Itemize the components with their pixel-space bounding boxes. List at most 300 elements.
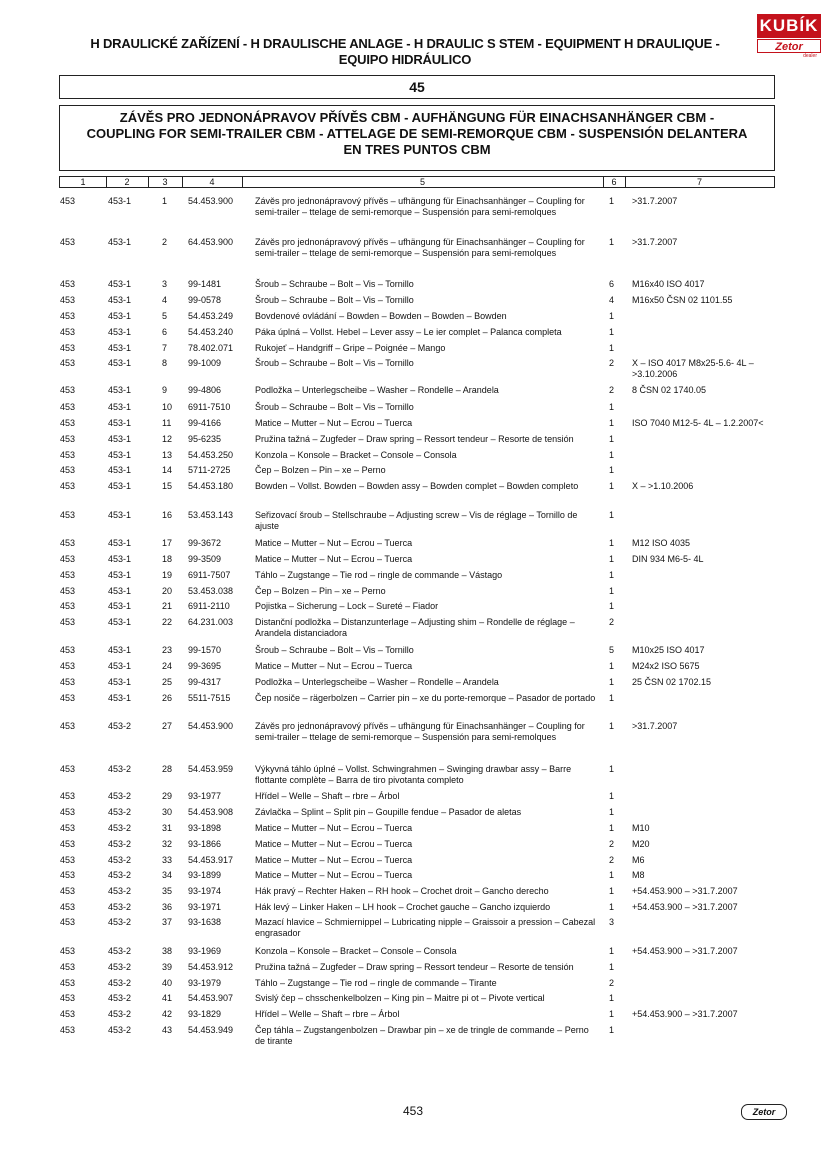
cell-c6: 2: [609, 839, 615, 849]
cell-c7: M8: [632, 870, 645, 880]
cell-c7: +54.453.900 – >31.7.2007: [632, 1009, 738, 1019]
cell-c3: 13: [162, 450, 173, 460]
cell-c5: Pružina tažná – Zugfeder – Draw spring – Ressort tendeur – Resorte de tensión: [255, 962, 574, 972]
col-header-1: 1: [60, 177, 107, 187]
cell-c3: 39: [162, 962, 173, 972]
cell-c4: 93-1971: [188, 902, 222, 912]
cell-c2: 453-1: [108, 196, 132, 206]
cell-c5: Mazací hlavice – Schmiernippel – Lubricating nipple – Graissoir a pression – Cabezal engrasador: [255, 917, 596, 938]
cell-c2: 453-1: [108, 677, 132, 687]
logo-tag: dealer: [803, 53, 817, 59]
cell-c6: 1: [609, 465, 615, 475]
cell-c1: 453: [60, 807, 76, 817]
cell-c1: 453: [60, 538, 76, 548]
cell-c4: 54.453.907: [188, 993, 234, 1003]
cell-c2: 453-2: [108, 917, 132, 927]
cell-c2: 453-1: [108, 554, 132, 564]
cell-c3: 10: [162, 402, 173, 412]
cell-c3: 17: [162, 538, 173, 548]
cell-c1: 453: [60, 677, 76, 687]
cell-c2: 453-1: [108, 358, 132, 368]
cell-c7: M6: [632, 855, 645, 865]
cell-c6: 1: [609, 538, 615, 548]
cell-c5: Matice – Mutter – Nut – Ecrou – Tuerca: [255, 823, 413, 833]
cell-c2: 453-1: [108, 385, 132, 395]
cell-c3: 43: [162, 1025, 173, 1035]
cell-c5: Matice – Mutter – Nut – Ecrou – Tuerca: [255, 855, 413, 865]
cell-c5: Táhlo – Zugstange – Tie rod – ringle de commande – Tirante: [255, 978, 497, 988]
cell-c3: 29: [162, 791, 173, 801]
cell-c4: 54.453.908: [188, 807, 234, 817]
cell-c1: 453: [60, 196, 76, 206]
cell-c5: Čep táhla – Zugstangenbolzen – Drawbar pin – xe de tringle de commande – Perno de tirante: [255, 1025, 589, 1046]
cell-c5: Bovdenové ovládání – Bowden – Bowden – Bowden – Bowden: [255, 311, 507, 321]
column-header: [59, 176, 775, 188]
cell-c7: M24x2 ISO 5675: [632, 661, 700, 671]
page-number: 453: [403, 1104, 424, 1118]
cell-c7: +54.453.900 – >31.7.2007: [632, 946, 738, 956]
section-title: [59, 105, 775, 171]
cell-c1: 453: [60, 570, 76, 580]
cell-c5: Šroub – Schraube – Bolt – Vis – Tornillo: [255, 645, 414, 655]
cell-c6: 2: [609, 855, 615, 865]
cell-c6: 1: [609, 510, 615, 520]
cell-c5: Závěs pro jednonápravový přívěs – ufhängung für Einachsanhänger – Coupling for semi-trailer – ttelage de semi-remorque – Suspensión para semi-remolques: [255, 721, 585, 742]
cell-c3: 30: [162, 807, 173, 817]
cell-c2: 453-2: [108, 855, 132, 865]
cell-c7: DIN 934 M6-5- 4L: [632, 554, 704, 564]
cell-c4: 5511-7515: [188, 693, 231, 703]
cell-c7: M12 ISO 4035: [632, 538, 691, 548]
cell-c3: 7: [162, 343, 168, 353]
cell-c5: Podložka – Unterlegscheibe – Washer – Rondelle – Arandela: [255, 677, 499, 687]
cell-c3: 9: [162, 385, 168, 395]
cell-c6: 6: [609, 279, 615, 289]
cell-c1: 453: [60, 295, 76, 305]
cell-c5: Konzola – Konsole – Bracket – Console – Consola: [255, 450, 457, 460]
cell-c6: 1: [609, 721, 615, 731]
cell-c2: 453-1: [108, 311, 132, 321]
cell-c6: 1: [609, 946, 615, 956]
cell-c6: 2: [609, 358, 615, 368]
cell-c6: 1: [609, 993, 615, 1003]
cell-c3: 24: [162, 661, 173, 671]
cell-c4: 54.453.900: [188, 721, 234, 731]
cell-c3: 18: [162, 554, 173, 564]
cell-c5: Matice – Mutter – Nut – Ecrou – Tuerca: [255, 661, 413, 671]
cell-c5: Hák levý – Linker Haken – LH hook – Crochet gauche – Gancho izquierdo: [255, 902, 551, 912]
cell-c1: 453: [60, 434, 76, 444]
cell-c4: 54.453.949: [188, 1025, 234, 1035]
cell-c2: 453-1: [108, 570, 132, 580]
cell-c4: 54.453.240: [188, 327, 234, 337]
cell-c7: ISO 7040 M12-5- 4L – 1.2.2007<: [632, 418, 764, 428]
cell-c5: Svislý čep – chsschenkelbolzen – King pin – Maitre pi ot – Pivote vertical: [255, 993, 545, 1003]
cell-c5: Konzola – Konsole – Bracket – Console – Consola: [255, 946, 457, 956]
cell-c7: M10x25 ISO 4017: [632, 645, 705, 655]
cell-c2: 453-1: [108, 693, 132, 703]
cell-c3: 25: [162, 677, 173, 687]
cell-c2: 453-1: [108, 510, 132, 520]
cell-c4: 54.453.249: [188, 311, 234, 321]
cell-c2: 453-2: [108, 1009, 132, 1019]
cell-c1: 453: [60, 617, 76, 627]
cell-c1: 453: [60, 385, 76, 395]
cell-c4: 99-4317: [188, 677, 222, 687]
page-header: [40, 36, 770, 68]
cell-c3: 16: [162, 510, 173, 520]
cell-c4: 93-1829: [188, 1009, 222, 1019]
cell-c6: 1: [609, 791, 615, 801]
cell-c2: 453-2: [108, 978, 132, 988]
cell-c4: 53.453.038: [188, 586, 234, 596]
cell-c4: 99-0578: [188, 295, 222, 305]
cell-c7: M16x50 ČSN 02 1101.55: [632, 295, 733, 305]
cell-c6: 1: [609, 764, 615, 774]
cell-c3: 3: [162, 279, 168, 289]
cell-c6: 1: [609, 418, 615, 428]
cell-c1: 453: [60, 510, 76, 520]
cell-c7: X – ISO 4017 M8x25-5.6- 4L – >3.10.2006: [632, 358, 754, 379]
cell-c2: 453-1: [108, 661, 132, 671]
cell-c6: 2: [609, 978, 615, 988]
cell-c2: 453-1: [108, 538, 132, 548]
cell-c5: Matice – Mutter – Nut – Ecrou – Tuerca: [255, 839, 413, 849]
cell-c5: Závlačka – Splint – Split pin – Goupille fendue – Pasador de aletas: [255, 807, 522, 817]
header-line2: EQUIPO HIDRÁULICO: [338, 52, 472, 67]
cell-c1: 453: [60, 661, 76, 671]
cell-c5: Rukojeť – Handgriff – Gripe – Poignée – Mango: [255, 343, 446, 353]
cell-c1: 453: [60, 839, 76, 849]
cell-c5: Závěs pro jednonápravový přívěs – ufhängung für Einachsanhänger – Coupling for semi-trailer – ttelage de semi-remorque – Suspensión para semi-remolques: [255, 196, 585, 217]
cell-c5: Bowden – Vollst. Bowden – Bowden assy – Bowden complet – Bowden completo: [255, 481, 579, 491]
cell-c6: 1: [609, 327, 615, 337]
cell-c1: 453: [60, 481, 76, 491]
cell-c6: 1: [609, 677, 615, 687]
cell-c2: 453-1: [108, 481, 132, 491]
logo-top: KUBÍK: [757, 14, 821, 38]
cell-c5: Podložka – Unterlegscheibe – Washer – Rondelle – Arandela: [255, 385, 499, 395]
cell-c1: 453: [60, 693, 76, 703]
cell-c1: 453: [60, 327, 76, 337]
cell-c1: 453: [60, 855, 76, 865]
section-number: 45: [59, 75, 775, 99]
cell-c4: 54.453.900: [188, 196, 234, 206]
cell-c2: 453-2: [108, 807, 132, 817]
cell-c5: Šroub – Schraube – Bolt – Vis – Tornillo: [255, 358, 414, 368]
cell-c1: 453: [60, 823, 76, 833]
cell-c7: 8 ČSN 02 1740.05: [632, 385, 707, 395]
cell-c2: 453-2: [108, 962, 132, 972]
cell-c2: 453-1: [108, 434, 132, 444]
cell-c6: 1: [609, 1009, 615, 1019]
cell-c5: Výkyvná táhlo úplné – Vollst. Schwingrahmen – Swinging drawbar assy – Barre flottante complète – Barra de tiro pivotanta completo: [255, 764, 572, 785]
cell-c5: Páka úplná – Vollst. Hebel – Lever assy – Le ier complet – Palanca completa: [255, 327, 562, 337]
cell-c1: 453: [60, 358, 76, 368]
cell-c4: 99-3509: [188, 554, 222, 564]
cell-c6: 2: [609, 617, 615, 627]
cell-c5: Šroub – Schraube – Bolt – Vis – Tornillo: [255, 295, 414, 305]
cell-c4: 78.402.071: [188, 343, 234, 353]
cell-c4: 93-1977: [188, 791, 222, 801]
cell-c4: 99-1570: [188, 645, 222, 655]
cell-c6: 1: [609, 807, 615, 817]
cell-c1: 453: [60, 311, 76, 321]
cell-c5: Seřizovací šroub – Stellschraube – Adjusting screw – Vis de réglage – Tornillo de ajuste: [255, 510, 578, 531]
cell-c1: 453: [60, 902, 76, 912]
cell-c6: 1: [609, 661, 615, 671]
col-header-7: 7: [696, 177, 702, 187]
cell-c3: 1: [162, 196, 168, 206]
cell-c2: 453-1: [108, 418, 132, 428]
cell-c3: 11: [162, 418, 172, 428]
cell-c3: 28: [162, 764, 173, 774]
cell-c5: Hák pravý – Rechter Haken – RH hook – Crochet droit – Gancho derecho: [255, 886, 549, 896]
cell-c1: 453: [60, 917, 76, 927]
cell-c5: Matice – Mutter – Nut – Ecrou – Tuerca: [255, 418, 413, 428]
cell-c2: 453-1: [108, 237, 132, 247]
cell-c1: 453: [60, 946, 76, 956]
cell-c5: Šroub – Schraube – Bolt – Vis – Tornillo: [255, 402, 414, 412]
cell-c5: Čep – Bolzen – Pin – xe – Perno: [255, 586, 386, 596]
cell-c4: 6911-7510: [188, 402, 231, 412]
cell-c2: 453-2: [108, 886, 132, 896]
cell-c6: 1: [609, 402, 615, 412]
cell-c3: 21: [162, 601, 173, 611]
cell-c2: 453-2: [108, 1025, 132, 1035]
cell-c5: Matice – Mutter – Nut – Ecrou – Tuerca: [255, 538, 413, 548]
cell-c5: Matice – Mutter – Nut – Ecrou – Tuerca: [255, 870, 413, 880]
cell-c6: 1: [609, 693, 615, 703]
cell-c1: 453: [60, 886, 76, 896]
cell-c2: 453-2: [108, 721, 132, 731]
cell-c4: 93-1974: [188, 886, 222, 896]
col-header-4: 4: [182, 177, 243, 187]
cell-c2: 453-1: [108, 465, 132, 475]
cell-c6: 3: [609, 917, 615, 927]
logo-bottom: Zetor: [757, 39, 821, 53]
cell-c6: 1: [609, 196, 615, 206]
cell-c3: 14: [162, 465, 173, 475]
col-header-5: 5: [242, 177, 604, 187]
cell-c6: 4: [609, 295, 615, 305]
cell-c1: 453: [60, 402, 76, 412]
cell-c2: 453-1: [108, 645, 132, 655]
cell-c3: 8: [162, 358, 168, 368]
cell-c2: 453-1: [108, 586, 132, 596]
cell-c2: 453-2: [108, 870, 132, 880]
cell-c5: Hřídel – Welle – Shaft – rbre – Árbol: [255, 791, 400, 801]
zetor-footer-logo: Zetor: [741, 1104, 787, 1120]
title-line2: COUPLING FOR SEMI-TRAILER CBM - ATTELAGE DE SEMI-REMORQUE CBM - SUSPENSIÓN DELANTERA: [86, 126, 748, 141]
cell-c3: 5: [162, 311, 168, 321]
cell-c3: 41: [162, 993, 173, 1003]
cell-c4: 64.453.900: [188, 237, 234, 247]
cell-c2: 453-2: [108, 946, 132, 956]
cell-c5: Matice – Mutter – Nut – Ecrou – Tuerca: [255, 554, 413, 564]
cell-c7: >31.7.2007: [632, 721, 678, 731]
cell-c2: 453-1: [108, 295, 132, 305]
cell-c6: 1: [609, 237, 615, 247]
cell-c1: 453: [60, 554, 76, 564]
cell-c1: 453: [60, 764, 76, 774]
cell-c4: 99-3672: [188, 538, 222, 548]
cell-c2: 453-2: [108, 764, 132, 774]
kubik-zetor-logo: [757, 14, 821, 60]
cell-c4: 6911-7507: [188, 570, 231, 580]
cell-c6: 1: [609, 343, 615, 353]
cell-c3: 32: [162, 839, 173, 849]
cell-c5: Pojistka – Sicherung – Lock – Sureté – Fiador: [255, 601, 439, 611]
header-line1: H DRAULICKÉ ZAŘÍZENÍ - H DRAULISCHE ANLAGE - H DRAULIC S STEM - EQUIPMENT H DRAULIQUE -: [90, 36, 720, 51]
cell-c3: 38: [162, 946, 173, 956]
cell-c7: >31.7.2007: [632, 237, 678, 247]
cell-c2: 453-2: [108, 791, 132, 801]
cell-c3: 26: [162, 693, 173, 703]
cell-c6: 1: [609, 902, 615, 912]
cell-c1: 453: [60, 586, 76, 596]
cell-c4: 54.453.959: [188, 764, 234, 774]
cell-c1: 453: [60, 962, 76, 972]
cell-c1: 453: [60, 645, 76, 655]
cell-c6: 1: [609, 870, 615, 880]
cell-c7: M16x40 ISO 4017: [632, 279, 705, 289]
cell-c4: 99-1009: [188, 358, 222, 368]
cell-c6: 1: [609, 554, 615, 564]
cell-c2: 453-1: [108, 343, 132, 353]
col-header-3: 3: [148, 177, 183, 187]
cell-c4: 93-1899: [188, 870, 222, 880]
cell-c4: 6911-2110: [188, 601, 230, 611]
cell-c4: 99-4806: [188, 385, 222, 395]
cell-c3: 40: [162, 978, 173, 988]
cell-c3: 36: [162, 902, 173, 912]
cell-c1: 453: [60, 993, 76, 1003]
cell-c1: 453: [60, 450, 76, 460]
cell-c5: Závěs pro jednonápravový přívěs – ufhängung für Einachsanhänger – Coupling for semi-trailer – ttelage de semi-remorque – Suspensión para semi-remolques: [255, 237, 585, 258]
col-header-2: 2: [106, 177, 149, 187]
cell-c3: 2: [162, 237, 168, 247]
cell-c4: 95-6235: [188, 434, 222, 444]
cell-c4: 5711-2725: [188, 465, 231, 475]
cell-c3: 12: [162, 434, 173, 444]
cell-c6: 2: [609, 385, 615, 395]
cell-c7: +54.453.900 – >31.7.2007: [632, 886, 738, 896]
cell-c4: 99-4166: [188, 418, 222, 428]
cell-c4: 54.453.912: [188, 962, 234, 972]
cell-c5: Pružina tažná – Zugfeder – Draw spring – Ressort tendeur – Resorte de tensión: [255, 434, 574, 444]
cell-c6: 5: [609, 645, 615, 655]
cell-c6: 1: [609, 1025, 615, 1035]
cell-c7: M20: [632, 839, 650, 849]
cell-c3: 35: [162, 886, 173, 896]
cell-c2: 453-2: [108, 823, 132, 833]
cell-c4: 93-1898: [188, 823, 222, 833]
cell-c1: 453: [60, 1009, 76, 1019]
cell-c6: 1: [609, 311, 615, 321]
cell-c3: 31: [162, 823, 173, 833]
cell-c5: Hřídel – Welle – Shaft – rbre – Árbol: [255, 1009, 400, 1019]
cell-c5: Šroub – Schraube – Bolt – Vis – Tornillo: [255, 279, 414, 289]
cell-c4: 99-1481: [188, 279, 222, 289]
cell-c5: Táhlo – Zugstange – Tie rod – ringle de commande – Vástago: [255, 570, 503, 580]
cell-c1: 453: [60, 791, 76, 801]
cell-c7: 25 ČSN 02 1702.15: [632, 677, 712, 687]
col-header-6: 6: [603, 177, 626, 187]
cell-c4: 54.453.250: [188, 450, 234, 460]
cell-c7: M10: [632, 823, 650, 833]
cell-c5: Čep nosiče – rägerbolzen – Carrier pin – xe du porte-remorque – Pasador de portado: [255, 693, 596, 703]
cell-c6: 1: [609, 570, 615, 580]
cell-c3: 23: [162, 645, 173, 655]
cell-c6: 1: [609, 601, 615, 611]
cell-c1: 453: [60, 1025, 76, 1035]
cell-c6: 1: [609, 886, 615, 896]
cell-c1: 453: [60, 237, 76, 247]
title-line1: ZÁVĚS PRO JEDNONÁPRAVOV PŘÍVĚS CBM - AUFHÄNGUNG FÜR EINACHSANHÄNGER CBM -: [119, 110, 715, 125]
cell-c1: 453: [60, 343, 76, 353]
cell-c3: 37: [162, 917, 173, 927]
cell-c6: 1: [609, 481, 615, 491]
cell-c2: 453-1: [108, 450, 132, 460]
cell-c4: 54.453.917: [188, 855, 234, 865]
cell-c4: 53.453.143: [188, 510, 234, 520]
cell-c1: 453: [60, 870, 76, 880]
cell-c4: 93-1979: [188, 978, 222, 988]
cell-c7: +54.453.900 – >31.7.2007: [632, 902, 738, 912]
cell-c2: 453-1: [108, 601, 132, 611]
cell-c3: 20: [162, 586, 173, 596]
cell-c3: 27: [162, 721, 173, 731]
cell-c6: 1: [609, 962, 615, 972]
cell-c2: 453-2: [108, 993, 132, 1003]
cell-c6: 1: [609, 450, 615, 460]
cell-c4: 93-1866: [188, 839, 222, 849]
cell-c6: 1: [609, 586, 615, 596]
cell-c2: 453-2: [108, 902, 132, 912]
cell-c3: 19: [162, 570, 173, 580]
cell-c3: 6: [162, 327, 168, 337]
cell-c7: >31.7.2007: [632, 196, 678, 206]
cell-c7: X – >1.10.2006: [632, 481, 694, 491]
cell-c3: 15: [162, 481, 173, 491]
cell-c3: 34: [162, 870, 173, 880]
cell-c1: 453: [60, 721, 76, 731]
cell-c2: 453-1: [108, 402, 132, 412]
cell-c4: 64.231.003: [188, 617, 234, 627]
cell-c2: 453-1: [108, 279, 132, 289]
title-line3: EN TRES PUNTOS CBM: [343, 142, 491, 157]
cell-c2: 453-2: [108, 839, 132, 849]
cell-c1: 453: [60, 279, 76, 289]
cell-c5: Distanční podložka – Distanzunterlage – Adjusting shim – Rondelle de réglage – Arandela distanciadora: [255, 617, 575, 638]
cell-c3: 4: [162, 295, 168, 305]
cell-c6: 1: [609, 434, 615, 444]
cell-c3: 22: [162, 617, 173, 627]
cell-c4: 54.453.180: [188, 481, 234, 491]
cell-c2: 453-1: [108, 327, 132, 337]
cell-c1: 453: [60, 465, 76, 475]
cell-c1: 453: [60, 601, 76, 611]
cell-c4: 93-1969: [188, 946, 222, 956]
cell-c3: 42: [162, 1009, 173, 1019]
cell-c1: 453: [60, 978, 76, 988]
cell-c4: 93-1638: [188, 917, 222, 927]
cell-c6: 1: [609, 823, 615, 833]
cell-c3: 33: [162, 855, 173, 865]
cell-c1: 453: [60, 418, 76, 428]
cell-c4: 99-3695: [188, 661, 222, 671]
